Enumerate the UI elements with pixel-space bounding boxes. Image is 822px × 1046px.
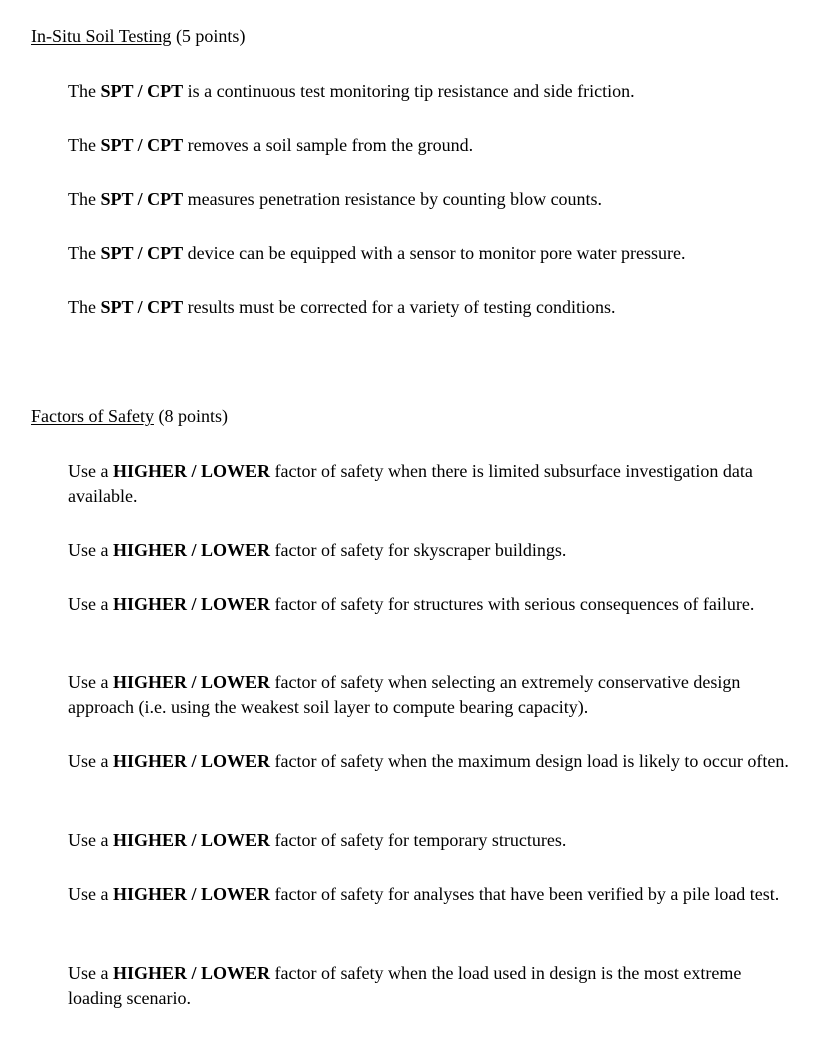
- section-title: Factors of Safety: [31, 406, 154, 426]
- answer-choice: SPT / CPT: [100, 135, 184, 155]
- question-item: [68, 538, 792, 563]
- answer-choice: HIGHER / LOWER: [112, 461, 271, 481]
- answer-choice: HIGHER / LOWER: [112, 672, 271, 692]
- item-prefix: Use a: [68, 963, 113, 983]
- item-prefix: Use a: [68, 830, 113, 850]
- item-text: factor of safety for temporary structures.: [270, 830, 567, 850]
- item-text: factor of safety for analyses that have been verified by a pile load test.: [270, 884, 780, 904]
- answer-choice: HIGHER / LOWER: [112, 830, 271, 850]
- item-text: factor of safety when the maximum design load is likely to occur often.: [270, 751, 789, 771]
- question-item: [68, 295, 792, 320]
- answer-choice: HIGHER / LOWER: [112, 963, 271, 983]
- question-item: [68, 828, 792, 853]
- question-item: [68, 459, 792, 509]
- answer-choice: SPT / CPT: [100, 297, 184, 317]
- item-prefix: Use a: [68, 540, 113, 560]
- item-text: device can be equipped with a sensor to monitor pore water pressure.: [183, 243, 686, 263]
- section-heading: [31, 25, 245, 47]
- item-prefix: Use a: [68, 461, 113, 481]
- section-points: (5 points): [175, 26, 246, 46]
- item-text: factor of safety when there is limited subsurface investigation data available.: [68, 461, 753, 506]
- item-prefix: The: [68, 297, 101, 317]
- answer-choice: HIGHER / LOWER: [112, 540, 271, 560]
- answer-choice: SPT / CPT: [100, 81, 184, 101]
- answer-choice: SPT / CPT: [100, 243, 184, 263]
- item-prefix: The: [68, 189, 101, 209]
- question-item: [68, 79, 792, 104]
- item-prefix: Use a: [68, 672, 113, 692]
- item-text: removes a soil sample from the ground.: [183, 135, 474, 155]
- answer-choice: HIGHER / LOWER: [112, 594, 271, 614]
- item-prefix: The: [68, 243, 101, 263]
- item-prefix: The: [68, 135, 101, 155]
- item-text: measures penetration resistance by counting blow counts.: [183, 189, 603, 209]
- question-item: [68, 670, 792, 720]
- item-text: results must be corrected for a variety of testing conditions.: [183, 297, 616, 317]
- item-prefix: Use a: [68, 751, 113, 771]
- question-item: [68, 592, 792, 617]
- answer-choice: SPT / CPT: [100, 189, 184, 209]
- answer-choice: HIGHER / LOWER: [112, 751, 271, 771]
- item-text: factor of safety when selecting an extremely conservative design approach (i.e. using the weakest soil layer to compute bearing capacity).: [68, 672, 741, 717]
- question-item: [68, 241, 792, 266]
- item-text: factor of safety for structures with serious consequences of failure.: [270, 594, 755, 614]
- item-text: factor of safety when the load used in design is the most extreme loading scenario.: [68, 963, 742, 1008]
- section-heading: [31, 405, 228, 427]
- question-item: [68, 749, 792, 774]
- question-item: [68, 882, 792, 907]
- item-prefix: Use a: [68, 884, 113, 904]
- item-prefix: The: [68, 81, 101, 101]
- question-item: [68, 961, 792, 1011]
- item-text: is a continuous test monitoring tip resistance and side friction.: [183, 81, 635, 101]
- section-title: In-Situ Soil Testing: [31, 26, 172, 46]
- item-text: factor of safety for skyscraper buildings.: [270, 540, 567, 560]
- question-item: [68, 187, 792, 212]
- answer-choice: HIGHER / LOWER: [112, 884, 271, 904]
- item-prefix: Use a: [68, 594, 113, 614]
- section-points: (8 points): [158, 406, 228, 426]
- question-item: [68, 133, 792, 158]
